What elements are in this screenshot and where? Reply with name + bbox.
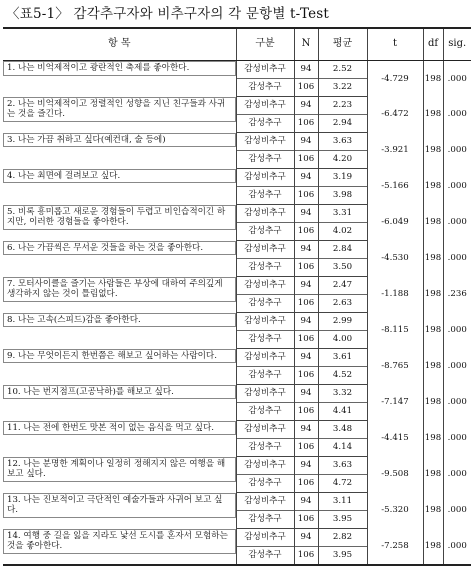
table-row xyxy=(3,277,471,295)
item-box: 9. 나는 무엇이든지 한번쯤은 해보고 싶어하는 사람이다. xyxy=(3,349,236,364)
n-nonseeker: 94 xyxy=(294,421,318,439)
group-nonseeker: 감성비추구 xyxy=(236,241,294,259)
group-nonseeker: 감성비추구 xyxy=(236,61,294,79)
group-seeker: 감성추구 xyxy=(236,439,294,457)
t-value: -5.320 xyxy=(367,493,423,529)
mean-seeker: 3.22 xyxy=(318,79,367,97)
sig-value: .000 xyxy=(443,133,471,169)
n-nonseeker: 94 xyxy=(294,241,318,259)
t-value: -4.530 xyxy=(367,241,423,277)
sig-value: .000 xyxy=(443,97,471,133)
sig-value: .000 xyxy=(443,313,471,349)
item-text xyxy=(3,97,236,133)
item-box: 6. 나는 가끔씩은 무서운 것들을 하는 것을 좋아한다. xyxy=(3,241,236,256)
n-nonseeker: 94 xyxy=(294,97,318,115)
group-nonseeker: 감성비추구 xyxy=(236,349,294,367)
group-seeker: 감성추구 xyxy=(236,79,294,97)
sig-value: .000 xyxy=(443,241,471,277)
mean-nonseeker: 2.23 xyxy=(318,97,367,115)
mean-seeker: 3.50 xyxy=(318,259,367,277)
group-nonseeker: 감성비추구 xyxy=(236,205,294,223)
df-value: 198 xyxy=(423,529,443,566)
sig-value: .000 xyxy=(443,61,471,97)
table-body xyxy=(3,61,471,566)
mean-nonseeker: 3.19 xyxy=(318,169,367,187)
mean-nonseeker: 2.99 xyxy=(318,313,367,331)
n-nonseeker: 94 xyxy=(294,169,318,187)
table-row xyxy=(3,313,471,331)
item-text xyxy=(3,493,236,529)
mean-seeker: 4.52 xyxy=(318,367,367,385)
mean-nonseeker: 3.32 xyxy=(318,385,367,403)
n-nonseeker: 94 xyxy=(294,61,318,79)
item-text xyxy=(3,457,236,493)
item-text xyxy=(3,133,236,169)
n-nonseeker: 94 xyxy=(294,529,318,547)
item-text xyxy=(3,241,236,277)
item-text xyxy=(3,421,236,457)
t-value: -6.049 xyxy=(367,205,423,241)
table-row xyxy=(3,97,471,115)
df-value: 198 xyxy=(423,205,443,241)
n-seeker: 106 xyxy=(294,151,318,169)
header-row xyxy=(3,28,471,61)
t-value: -5.166 xyxy=(367,169,423,205)
sig-value: .000 xyxy=(443,493,471,529)
mean-nonseeker: 2.52 xyxy=(318,61,367,79)
group-seeker: 감성추구 xyxy=(236,475,294,493)
item-box: 13. 나는 진보적이고 극단적인 예술가들과 사귀어 보고 싶다. xyxy=(3,493,236,518)
header-df: df xyxy=(423,28,443,61)
n-seeker: 106 xyxy=(294,331,318,349)
item-text xyxy=(3,61,236,97)
sig-value: .000 xyxy=(443,169,471,205)
table-row xyxy=(3,457,471,475)
n-seeker: 106 xyxy=(294,79,318,97)
n-seeker: 106 xyxy=(294,439,318,457)
df-value: 198 xyxy=(423,277,443,313)
t-value: -6.472 xyxy=(367,97,423,133)
item-box: 10. 나는 번지점프(고공낙하)를 해보고 싶다. xyxy=(3,385,236,400)
sig-value: .000 xyxy=(443,421,471,457)
mean-nonseeker: 2.47 xyxy=(318,277,367,295)
mean-seeker: 3.95 xyxy=(318,547,367,566)
item-text xyxy=(3,313,236,349)
header-mean: 평균 xyxy=(318,28,367,61)
df-value: 198 xyxy=(423,313,443,349)
n-seeker: 106 xyxy=(294,295,318,313)
header-t: t xyxy=(367,28,423,61)
mean-seeker: 4.72 xyxy=(318,475,367,493)
mean-nonseeker: 2.82 xyxy=(318,529,367,547)
df-value: 198 xyxy=(423,421,443,457)
n-seeker: 106 xyxy=(294,511,318,529)
table-row xyxy=(3,61,471,79)
df-value: 198 xyxy=(423,61,443,97)
group-seeker: 감성추구 xyxy=(236,151,294,169)
sig-value: .000 xyxy=(443,457,471,493)
mean-nonseeker: 3.63 xyxy=(318,133,367,151)
group-nonseeker: 감성비추구 xyxy=(236,457,294,475)
t-value: -4.415 xyxy=(367,421,423,457)
item-box: 7. 모터사이클을 즐기는 사람들은 부상에 대하여 주의깊게 생각하지 않는 것이 틀림없다. xyxy=(3,277,236,302)
t-value: -7.258 xyxy=(367,529,423,566)
mean-seeker: 3.98 xyxy=(318,187,367,205)
item-box: 3. 나는 가끔 취하고 싶다(예컨대, 술 등에) xyxy=(3,133,236,148)
sig-value: .000 xyxy=(443,529,471,566)
t-value: -7.147 xyxy=(367,385,423,421)
table-row xyxy=(3,385,471,403)
table-row xyxy=(3,493,471,511)
n-nonseeker: 94 xyxy=(294,493,318,511)
header-n: N xyxy=(294,28,318,61)
mean-seeker: 2.63 xyxy=(318,295,367,313)
mean-nonseeker: 3.48 xyxy=(318,421,367,439)
df-value: 198 xyxy=(423,385,443,421)
n-seeker: 106 xyxy=(294,475,318,493)
n-seeker: 106 xyxy=(294,403,318,421)
item-box: 11. 나는 전에 한번도 맛본 적이 없는 음식을 먹고 싶다. xyxy=(3,421,236,436)
group-nonseeker: 감성비추구 xyxy=(236,385,294,403)
df-value: 198 xyxy=(423,133,443,169)
group-nonseeker: 감성비추구 xyxy=(236,277,294,295)
t-value: -3.921 xyxy=(367,133,423,169)
sig-value: .236 xyxy=(443,277,471,313)
item-box: 14. 여행 중 길을 잃을 지라도 낯선 도시를 혼자서 모험하는 것을 좋아한다. xyxy=(3,529,236,554)
item-text xyxy=(3,205,236,241)
t-value: -8.765 xyxy=(367,349,423,385)
t-value: -9.508 xyxy=(367,457,423,493)
item-text xyxy=(3,529,236,566)
t-value: -8.115 xyxy=(367,313,423,349)
item-text xyxy=(3,349,236,385)
n-nonseeker: 94 xyxy=(294,385,318,403)
df-value: 198 xyxy=(423,241,443,277)
group-seeker: 감성추구 xyxy=(236,331,294,349)
header-sig: sig. xyxy=(443,28,471,61)
table-row xyxy=(3,169,471,187)
group-seeker: 감성추구 xyxy=(236,187,294,205)
item-box: 1. 나는 비억제적이고 광란적인 축제를 좋아한다. xyxy=(3,61,236,76)
table-row xyxy=(3,133,471,151)
df-value: 198 xyxy=(423,97,443,133)
sig-value: .000 xyxy=(443,205,471,241)
group-nonseeker: 감성비추구 xyxy=(236,97,294,115)
table-row xyxy=(3,205,471,223)
item-box: 2. 나는 비억제적이고 정렬적인 성향을 지닌 친구들과 사귀는 것을 즐긴다. xyxy=(3,97,236,122)
group-seeker: 감성추구 xyxy=(236,223,294,241)
mean-nonseeker: 3.11 xyxy=(318,493,367,511)
mean-seeker: 4.14 xyxy=(318,439,367,457)
n-nonseeker: 94 xyxy=(294,133,318,151)
mean-seeker: 4.00 xyxy=(318,331,367,349)
n-nonseeker: 94 xyxy=(294,313,318,331)
mean-seeker: 2.94 xyxy=(318,115,367,133)
group-seeker: 감성추구 xyxy=(236,259,294,277)
n-nonseeker: 94 xyxy=(294,349,318,367)
df-value: 198 xyxy=(423,169,443,205)
mean-seeker: 4.20 xyxy=(318,151,367,169)
t-value: -1.188 xyxy=(367,277,423,313)
table-row xyxy=(3,421,471,439)
df-value: 198 xyxy=(423,457,443,493)
item-box: 5. 비록 흥미롭고 새로운 경험들이 두렵고 비인습적이긴 하지만, 이러한 경험들을 좋아한다. xyxy=(3,205,236,230)
mean-seeker: 4.02 xyxy=(318,223,367,241)
header-item: 항 목 xyxy=(3,28,236,61)
mean-seeker: 3.95 xyxy=(318,511,367,529)
item-box: 12. 나는 분명한 계획이나 일정히 정해지지 않은 여행을 해보고 싶다. xyxy=(3,457,236,482)
group-nonseeker: 감성비추구 xyxy=(236,493,294,511)
n-seeker: 106 xyxy=(294,223,318,241)
table-caption: 〈표5-1〉 감각추구자와 비추구자의 각 문항별 t-Test xyxy=(6,6,330,22)
n-seeker: 106 xyxy=(294,547,318,566)
mean-nonseeker: 2.84 xyxy=(318,241,367,259)
df-value: 198 xyxy=(423,493,443,529)
table-row xyxy=(3,241,471,259)
group-nonseeker: 감성비추구 xyxy=(236,169,294,187)
n-nonseeker: 94 xyxy=(294,205,318,223)
mean-seeker: 4.41 xyxy=(318,403,367,421)
mean-nonseeker: 3.61 xyxy=(318,349,367,367)
item-text xyxy=(3,385,236,421)
n-seeker: 106 xyxy=(294,259,318,277)
group-seeker: 감성추구 xyxy=(236,511,294,529)
df-value: 198 xyxy=(423,349,443,385)
n-seeker: 106 xyxy=(294,187,318,205)
n-seeker: 106 xyxy=(294,115,318,133)
group-seeker: 감성추구 xyxy=(236,115,294,133)
group-nonseeker: 감성비추구 xyxy=(236,421,294,439)
group-nonseeker: 감성비추구 xyxy=(236,133,294,151)
mean-nonseeker: 3.31 xyxy=(318,205,367,223)
group-nonseeker: 감성비추구 xyxy=(236,313,294,331)
mean-nonseeker: 3.63 xyxy=(318,457,367,475)
n-seeker: 106 xyxy=(294,367,318,385)
table-row xyxy=(3,349,471,367)
group-seeker: 감성추구 xyxy=(236,295,294,313)
sig-value: .000 xyxy=(443,385,471,421)
t-value: -4.729 xyxy=(367,61,423,97)
group-nonseeker: 감성비추구 xyxy=(236,529,294,547)
n-nonseeker: 94 xyxy=(294,457,318,475)
item-box: 4. 나는 최면에 걸려보고 싶다. xyxy=(3,169,236,184)
group-seeker: 감성추구 xyxy=(236,367,294,385)
header-group: 구분 xyxy=(236,28,294,61)
group-seeker: 감성추구 xyxy=(236,547,294,566)
t-test-table xyxy=(3,27,471,566)
sig-value: .000 xyxy=(443,349,471,385)
item-text xyxy=(3,277,236,313)
group-seeker: 감성추구 xyxy=(236,403,294,421)
item-box: 8. 나는 고속(스피드)감을 좋아한다. xyxy=(3,313,236,328)
n-nonseeker: 94 xyxy=(294,277,318,295)
item-text xyxy=(3,169,236,205)
